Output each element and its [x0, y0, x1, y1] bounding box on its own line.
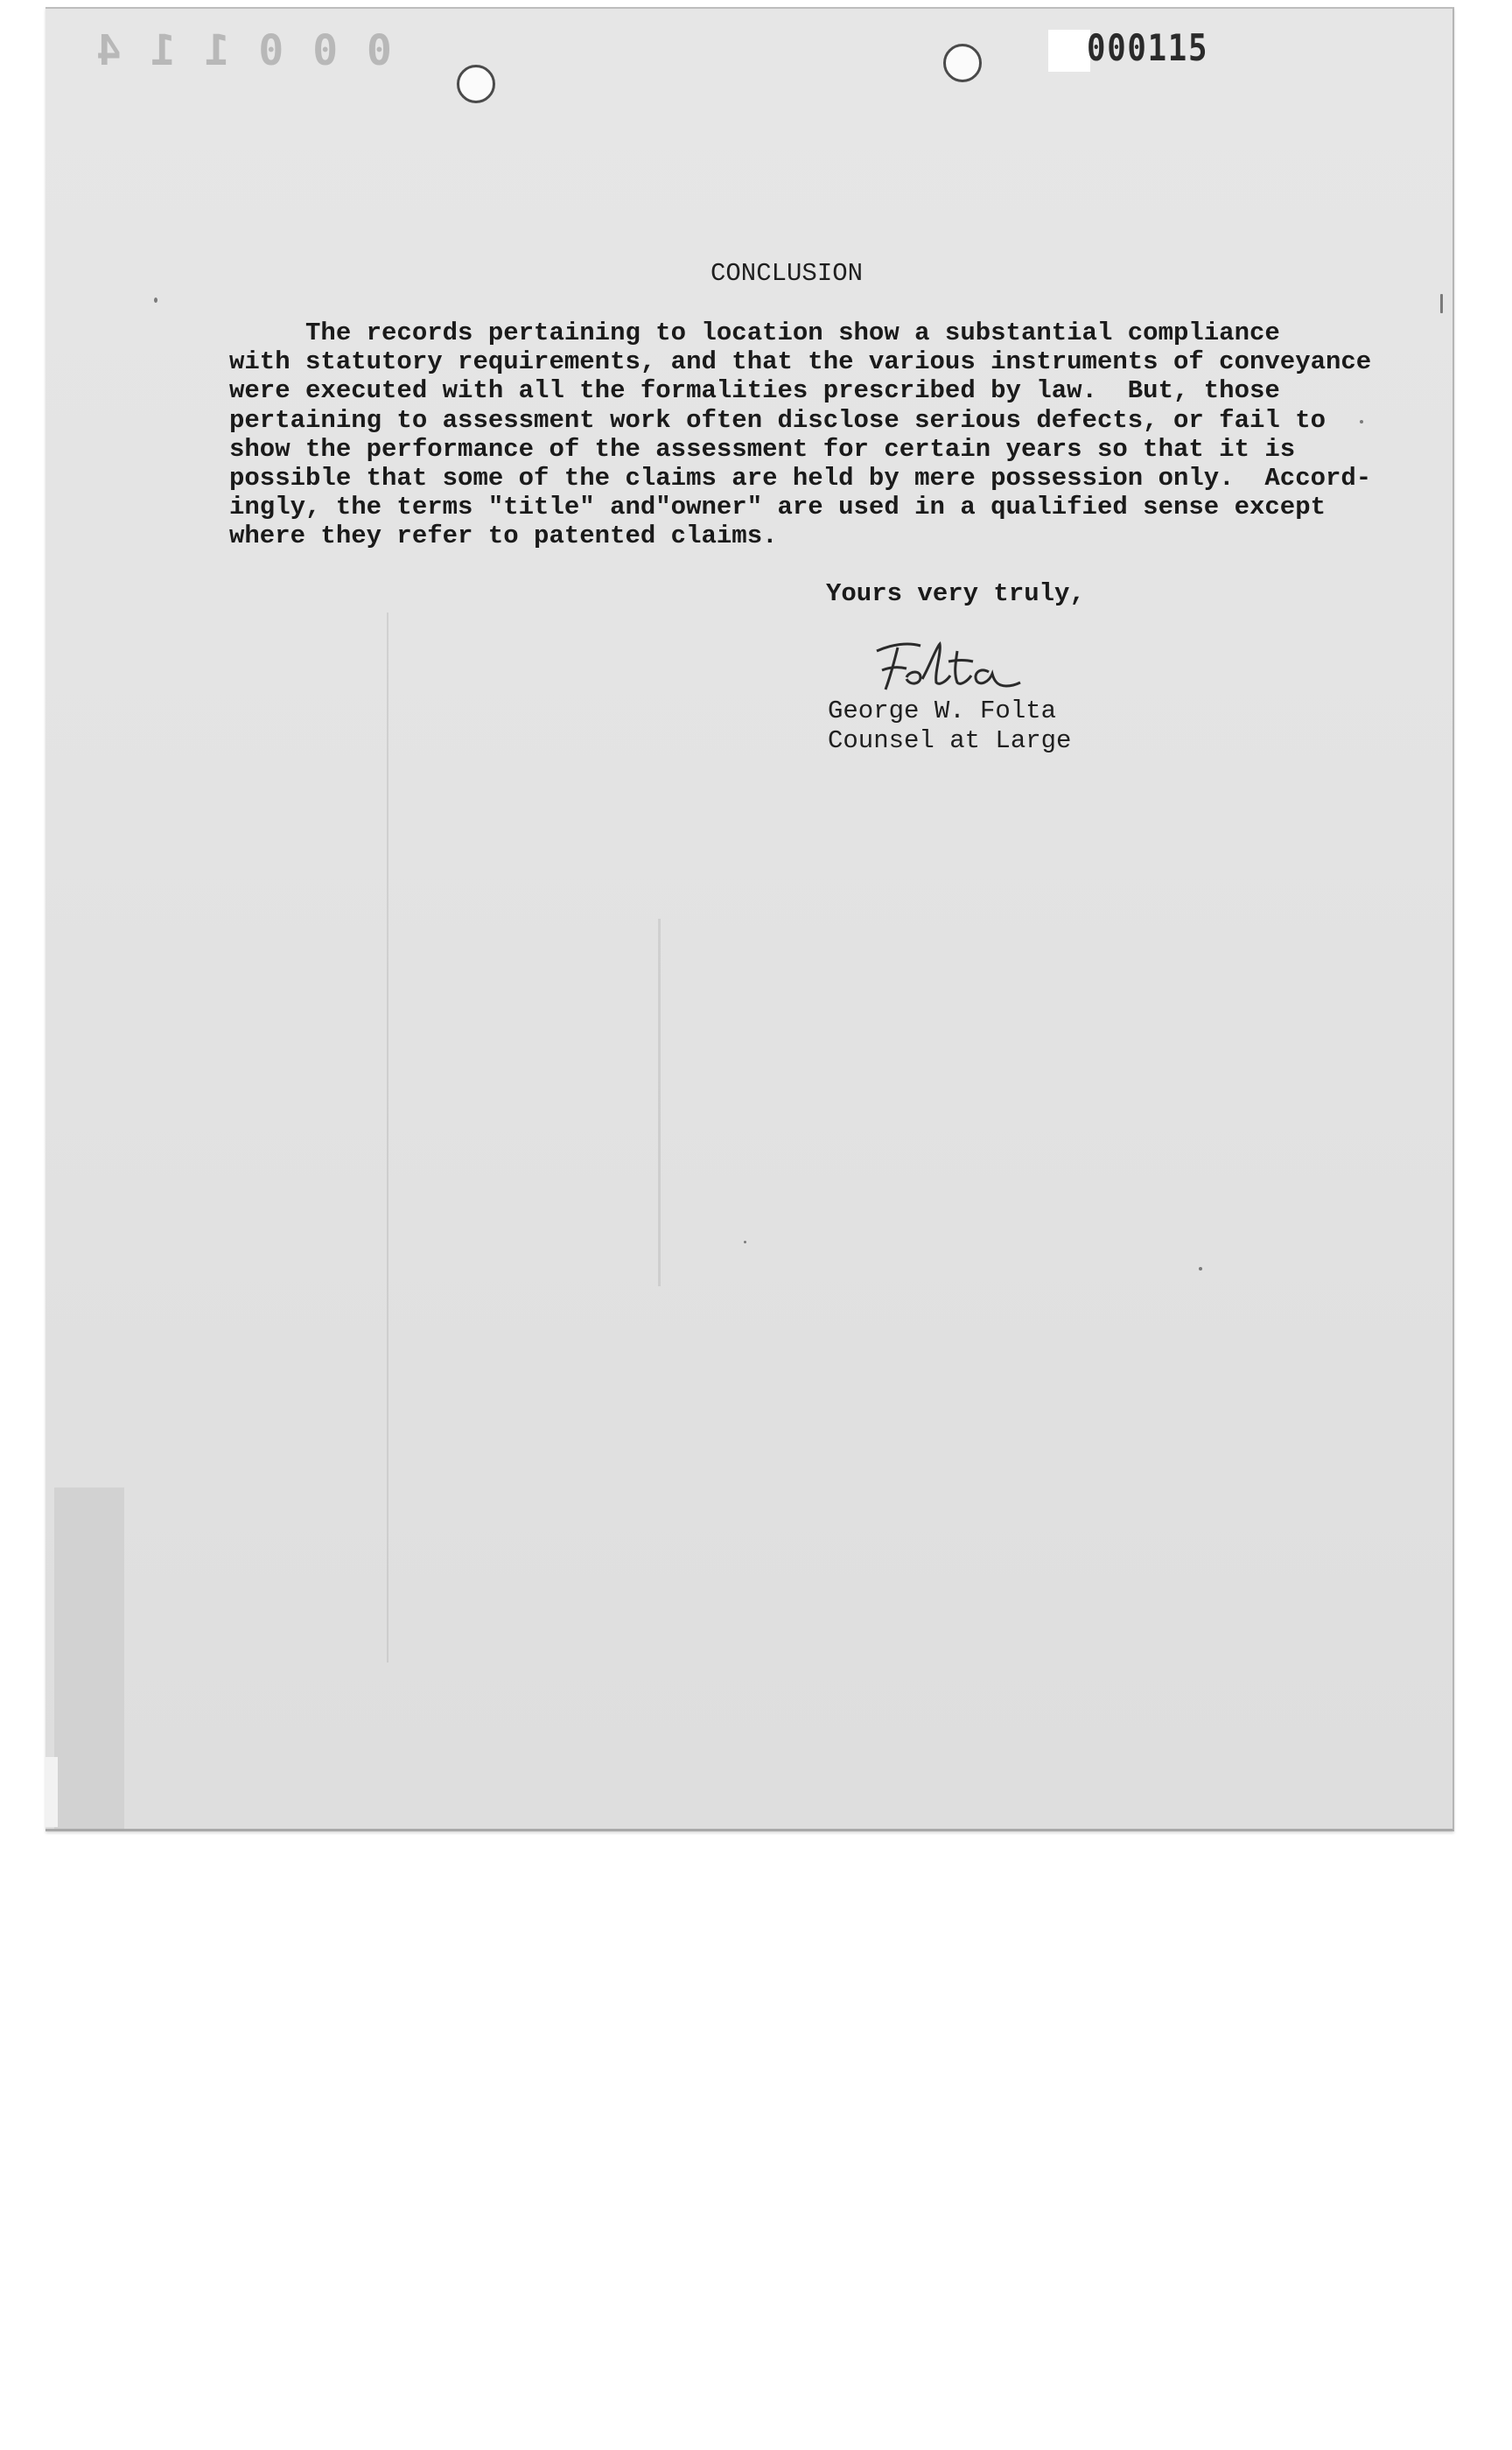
- body-line: were executed with all the formalities prescribed by law. But, those: [229, 376, 1280, 406]
- signer-title: Counsel at Large: [828, 726, 1072, 755]
- letter-closing: Yours very truly,: [826, 579, 1085, 608]
- page-stamp-number: 000115: [1087, 26, 1209, 69]
- punch-hole-left: [457, 65, 495, 103]
- body-line: where they refer to patented claims.: [229, 522, 778, 551]
- stamp-box: [1048, 30, 1090, 72]
- body-line: pertaining to assessment work often disclose serious defects, or fail to: [229, 405, 1326, 435]
- scan-speck: [1440, 294, 1443, 313]
- punch-hole-right: [943, 44, 982, 82]
- scan-artifact-line: [658, 919, 661, 1286]
- body-line: possible that some of the claims are held by mere possession only. Accord-: [229, 464, 1372, 494]
- mirrored-stamp-number: 0 0 0 1 1 4: [94, 26, 392, 75]
- underlying-sheet-edge: [54, 1488, 124, 1829]
- scan-artifact-line: [387, 612, 388, 1662]
- scan-speck: [154, 298, 158, 303]
- scan-speck: [744, 1241, 746, 1243]
- signer-name: George W. Folta: [828, 696, 1057, 725]
- body-line: ingly, the terms "title" and"owner" are used in a qualified sense except: [229, 493, 1326, 522]
- handwritten-signature: [866, 632, 1024, 702]
- body-line: show the performance of the assessment for certain years so that it is: [229, 434, 1296, 464]
- body-paragraph: [229, 318, 1371, 551]
- page-edge-highlight: [46, 1757, 58, 1827]
- body-line: with statutory requirements, and that the various instruments of conveyance: [229, 347, 1372, 377]
- document-heading: CONCLUSION: [710, 259, 864, 288]
- scan-speck: [1199, 1267, 1202, 1270]
- body-line: The records pertaining to location show a substantial compliance: [229, 318, 1280, 347]
